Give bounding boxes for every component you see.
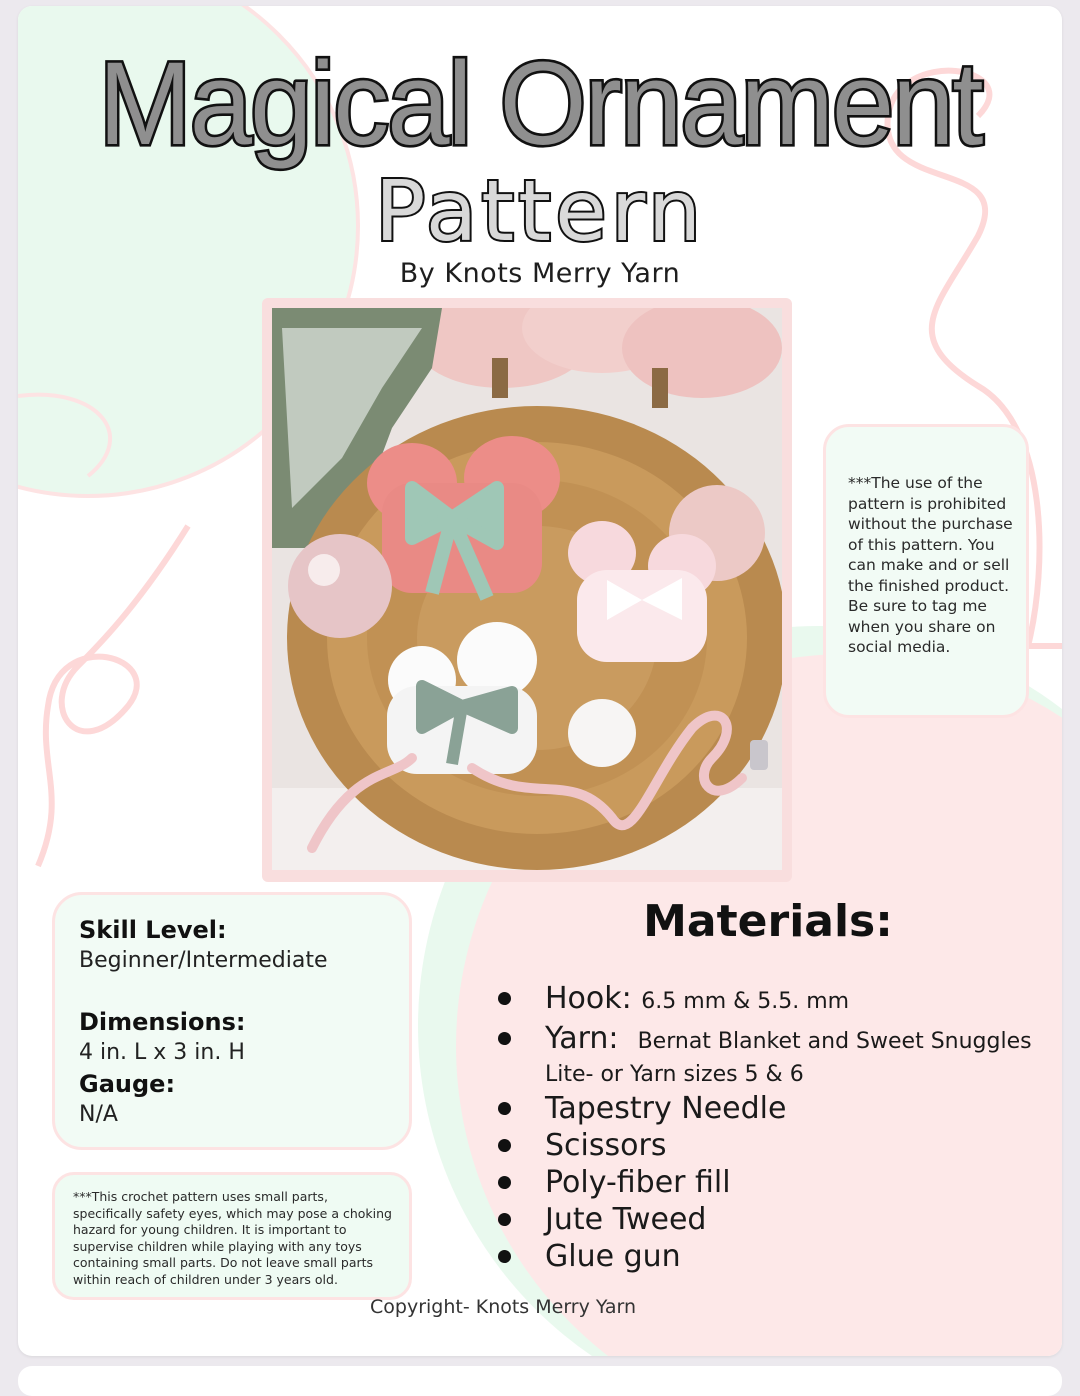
product-photo: [272, 308, 782, 870]
bullet-icon: [498, 1213, 511, 1226]
yarn-label: Yarn:: [545, 1021, 619, 1056]
materials-item-hook: [488, 980, 1058, 1020]
ornaments-illustration: [272, 308, 782, 870]
dimensions-label: Dimensions:: [79, 1008, 246, 1036]
bullet-icon: [498, 1139, 511, 1152]
bullet-icon: [498, 1176, 511, 1189]
materials-item-label: Scissors: [545, 1128, 667, 1163]
gauge-value: N/A: [79, 1102, 118, 1127]
pattern-cover-page: [18, 6, 1062, 1356]
bullet-icon: [498, 1102, 511, 1115]
materials-item-yarn: [488, 1020, 1058, 1090]
page-subtitle: Pattern: [374, 162, 706, 260]
decorative-ribbon-left: [38, 526, 188, 866]
dimensions-value: 4 in. L x 3 in. H: [79, 1040, 245, 1065]
yarn-value-continued: Lite- or Yarn sizes 5 & 6: [545, 1062, 804, 1087]
bullet-icon: [498, 992, 511, 1005]
hook-value: 6.5 mm & 5.5. mm: [641, 989, 850, 1014]
materials-item-label: Jute Tweed: [545, 1202, 707, 1237]
skill-level-label: Skill Level:: [79, 916, 227, 944]
usage-notice: ***The use of the pattern is prohibited without the purchase of this pattern. You can make and or sell the finished product. Be sure to tag me when you share on social media.: [823, 424, 1029, 718]
materials-list: [488, 980, 1058, 1275]
materials-item: [488, 1090, 1058, 1127]
author-byline: By Knots Merry Yarn: [399, 258, 681, 289]
materials-item: [488, 1164, 1058, 1201]
materials-heading: Materials:: [643, 896, 893, 947]
copyright-notice: Copyright- Knots Merry Yarn: [370, 1296, 637, 1318]
yarn-value: Bernat Blanket and Sweet Snuggles: [637, 1029, 1032, 1054]
materials-item-label: Tapestry Needle: [545, 1091, 787, 1126]
bullet-icon: [498, 1032, 511, 1045]
materials-item: [488, 1127, 1058, 1164]
materials-item: [488, 1238, 1058, 1275]
gauge-label: Gauge:: [79, 1070, 176, 1098]
next-page-edge: [18, 1366, 1062, 1396]
materials-item: [488, 1201, 1058, 1238]
materials-item-label: Glue gun: [545, 1239, 681, 1274]
skill-level-value: Beginner/Intermediate: [79, 948, 328, 973]
materials-item-label: Poly-fiber fill: [545, 1165, 731, 1200]
bullet-icon: [498, 1250, 511, 1263]
safety-warning: ***This crochet pattern uses small parts, specifically safety eyes, which may pose a choking hazard for young children. It is important to supervise children while playing with any toys containing small parts. Do not leave small parts within reach of children under 3 years old.: [52, 1172, 412, 1300]
hook-label: Hook:: [545, 981, 632, 1016]
product-photo-frame: [262, 298, 792, 882]
page-title: Magical Ornament: [98, 37, 982, 170]
specs-card: [52, 892, 412, 1150]
